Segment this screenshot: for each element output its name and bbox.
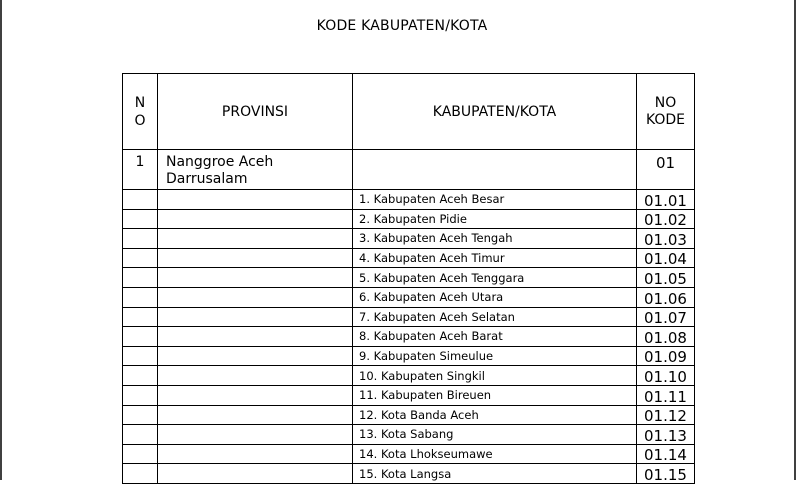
province-kab-cell [353,150,637,190]
row-no-cell [123,229,158,249]
row-provinsi-cell [158,190,353,210]
kabupaten-name: 4. Kabupaten Aceh Timur [353,248,637,268]
row-provinsi-cell [158,444,353,464]
kabupaten-name: 11. Kabupaten Bireuen [353,385,637,405]
table-row [123,464,695,484]
header-no-line2: O [134,112,146,129]
page-title: KODE KABUPATEN/KOTA [316,18,488,34]
kabupaten-name: 12. Kota Banda Aceh [353,405,637,425]
kabupaten-name: 1. Kabupaten Aceh Besar [353,190,637,210]
row-no-cell [123,366,158,386]
header-no-kode-line2: KODE [645,111,686,128]
kabupaten-name: 3. Kabupaten Aceh Tengah [353,229,637,249]
table-row [123,366,695,386]
header-kabupaten-kota: KABUPATEN/KOTA [353,74,637,150]
row-provinsi-cell [158,248,353,268]
table-row [123,444,695,464]
table-row [123,248,695,268]
kabupaten-name: 14. Kota Lhokseumawe [353,444,637,464]
table-row [123,209,695,229]
header-provinsi: PROVINSI [158,74,353,150]
kabupaten-kode: 01.09 [637,346,695,366]
row-no-cell [123,307,158,327]
row-provinsi-cell [158,268,353,288]
kabupaten-kode: 01.05 [637,268,695,288]
row-no-cell [123,209,158,229]
table-row [123,385,695,405]
row-no-cell [123,444,158,464]
kabupaten-kode: 01.11 [637,385,695,405]
kabupaten-kode: 01.10 [637,366,695,386]
table-row [123,405,695,425]
row-no-cell [123,268,158,288]
kabupaten-kode: 01.01 [637,190,695,210]
header-no-kode [637,74,695,150]
kabupaten-name: 9. Kabupaten Simeulue [353,346,637,366]
row-provinsi-cell [158,346,353,366]
row-provinsi-cell [158,287,353,307]
row-provinsi-cell [158,209,353,229]
row-no-cell [123,190,158,210]
row-provinsi-cell [158,405,353,425]
kode-table [122,73,695,484]
kabupaten-kode: 01.06 [637,287,695,307]
table-header-row [123,74,695,150]
header-no [123,74,158,150]
table-row [123,229,695,249]
kabupaten-kode: 01.04 [637,248,695,268]
kabupaten-name: 5. Kabupaten Aceh Tenggara [353,268,637,288]
row-provinsi-cell [158,366,353,386]
table-row [123,307,695,327]
table-row [123,268,695,288]
kabupaten-name: 6. Kabupaten Aceh Utara [353,287,637,307]
row-no-cell [123,327,158,347]
row-no-cell [123,425,158,445]
row-provinsi-cell [158,307,353,327]
row-provinsi-cell [158,425,353,445]
table-row [123,287,695,307]
kabupaten-name: 7. Kabupaten Aceh Selatan [353,307,637,327]
kabupaten-kode: 01.14 [637,444,695,464]
kabupaten-name: 8. Kabupaten Aceh Barat [353,327,637,347]
kabupaten-kode: 01.07 [637,307,695,327]
kabupaten-kode: 01.08 [637,327,695,347]
kabupaten-name: 2. Kabupaten Pidie [353,209,637,229]
kabupaten-kode: 01.12 [637,405,695,425]
kabupaten-kode: 01.03 [637,229,695,249]
row-no-cell [123,405,158,425]
province-row [123,150,695,190]
kabupaten-name: 10. Kabupaten Singkil [353,366,637,386]
header-no-line1: N [134,94,146,111]
row-provinsi-cell [158,229,353,249]
table-row [123,190,695,210]
table-row [123,346,695,366]
kabupaten-kode: 01.15 [637,464,695,484]
row-no-cell [123,248,158,268]
kabupaten-name: 15. Kota Langsa [353,464,637,484]
province-name-line2: Darrusalam [166,171,248,187]
province-name [158,150,353,190]
province-kode: 01 [637,150,695,190]
table-row [123,425,695,445]
row-no-cell [123,287,158,307]
header-no-kode-line1: NO [654,94,677,111]
row-provinsi-cell [158,327,353,347]
kabupaten-kode: 01.02 [637,209,695,229]
province-name-line1: Nanggroe Aceh [166,154,274,170]
row-provinsi-cell [158,385,353,405]
kabupaten-kode: 01.13 [637,425,695,445]
kabupaten-name: 13. Kota Sabang [353,425,637,445]
row-no-cell [123,385,158,405]
row-no-cell [123,464,158,484]
province-no: 1 [123,150,158,190]
row-no-cell [123,346,158,366]
table-row [123,327,695,347]
row-provinsi-cell [158,464,353,484]
